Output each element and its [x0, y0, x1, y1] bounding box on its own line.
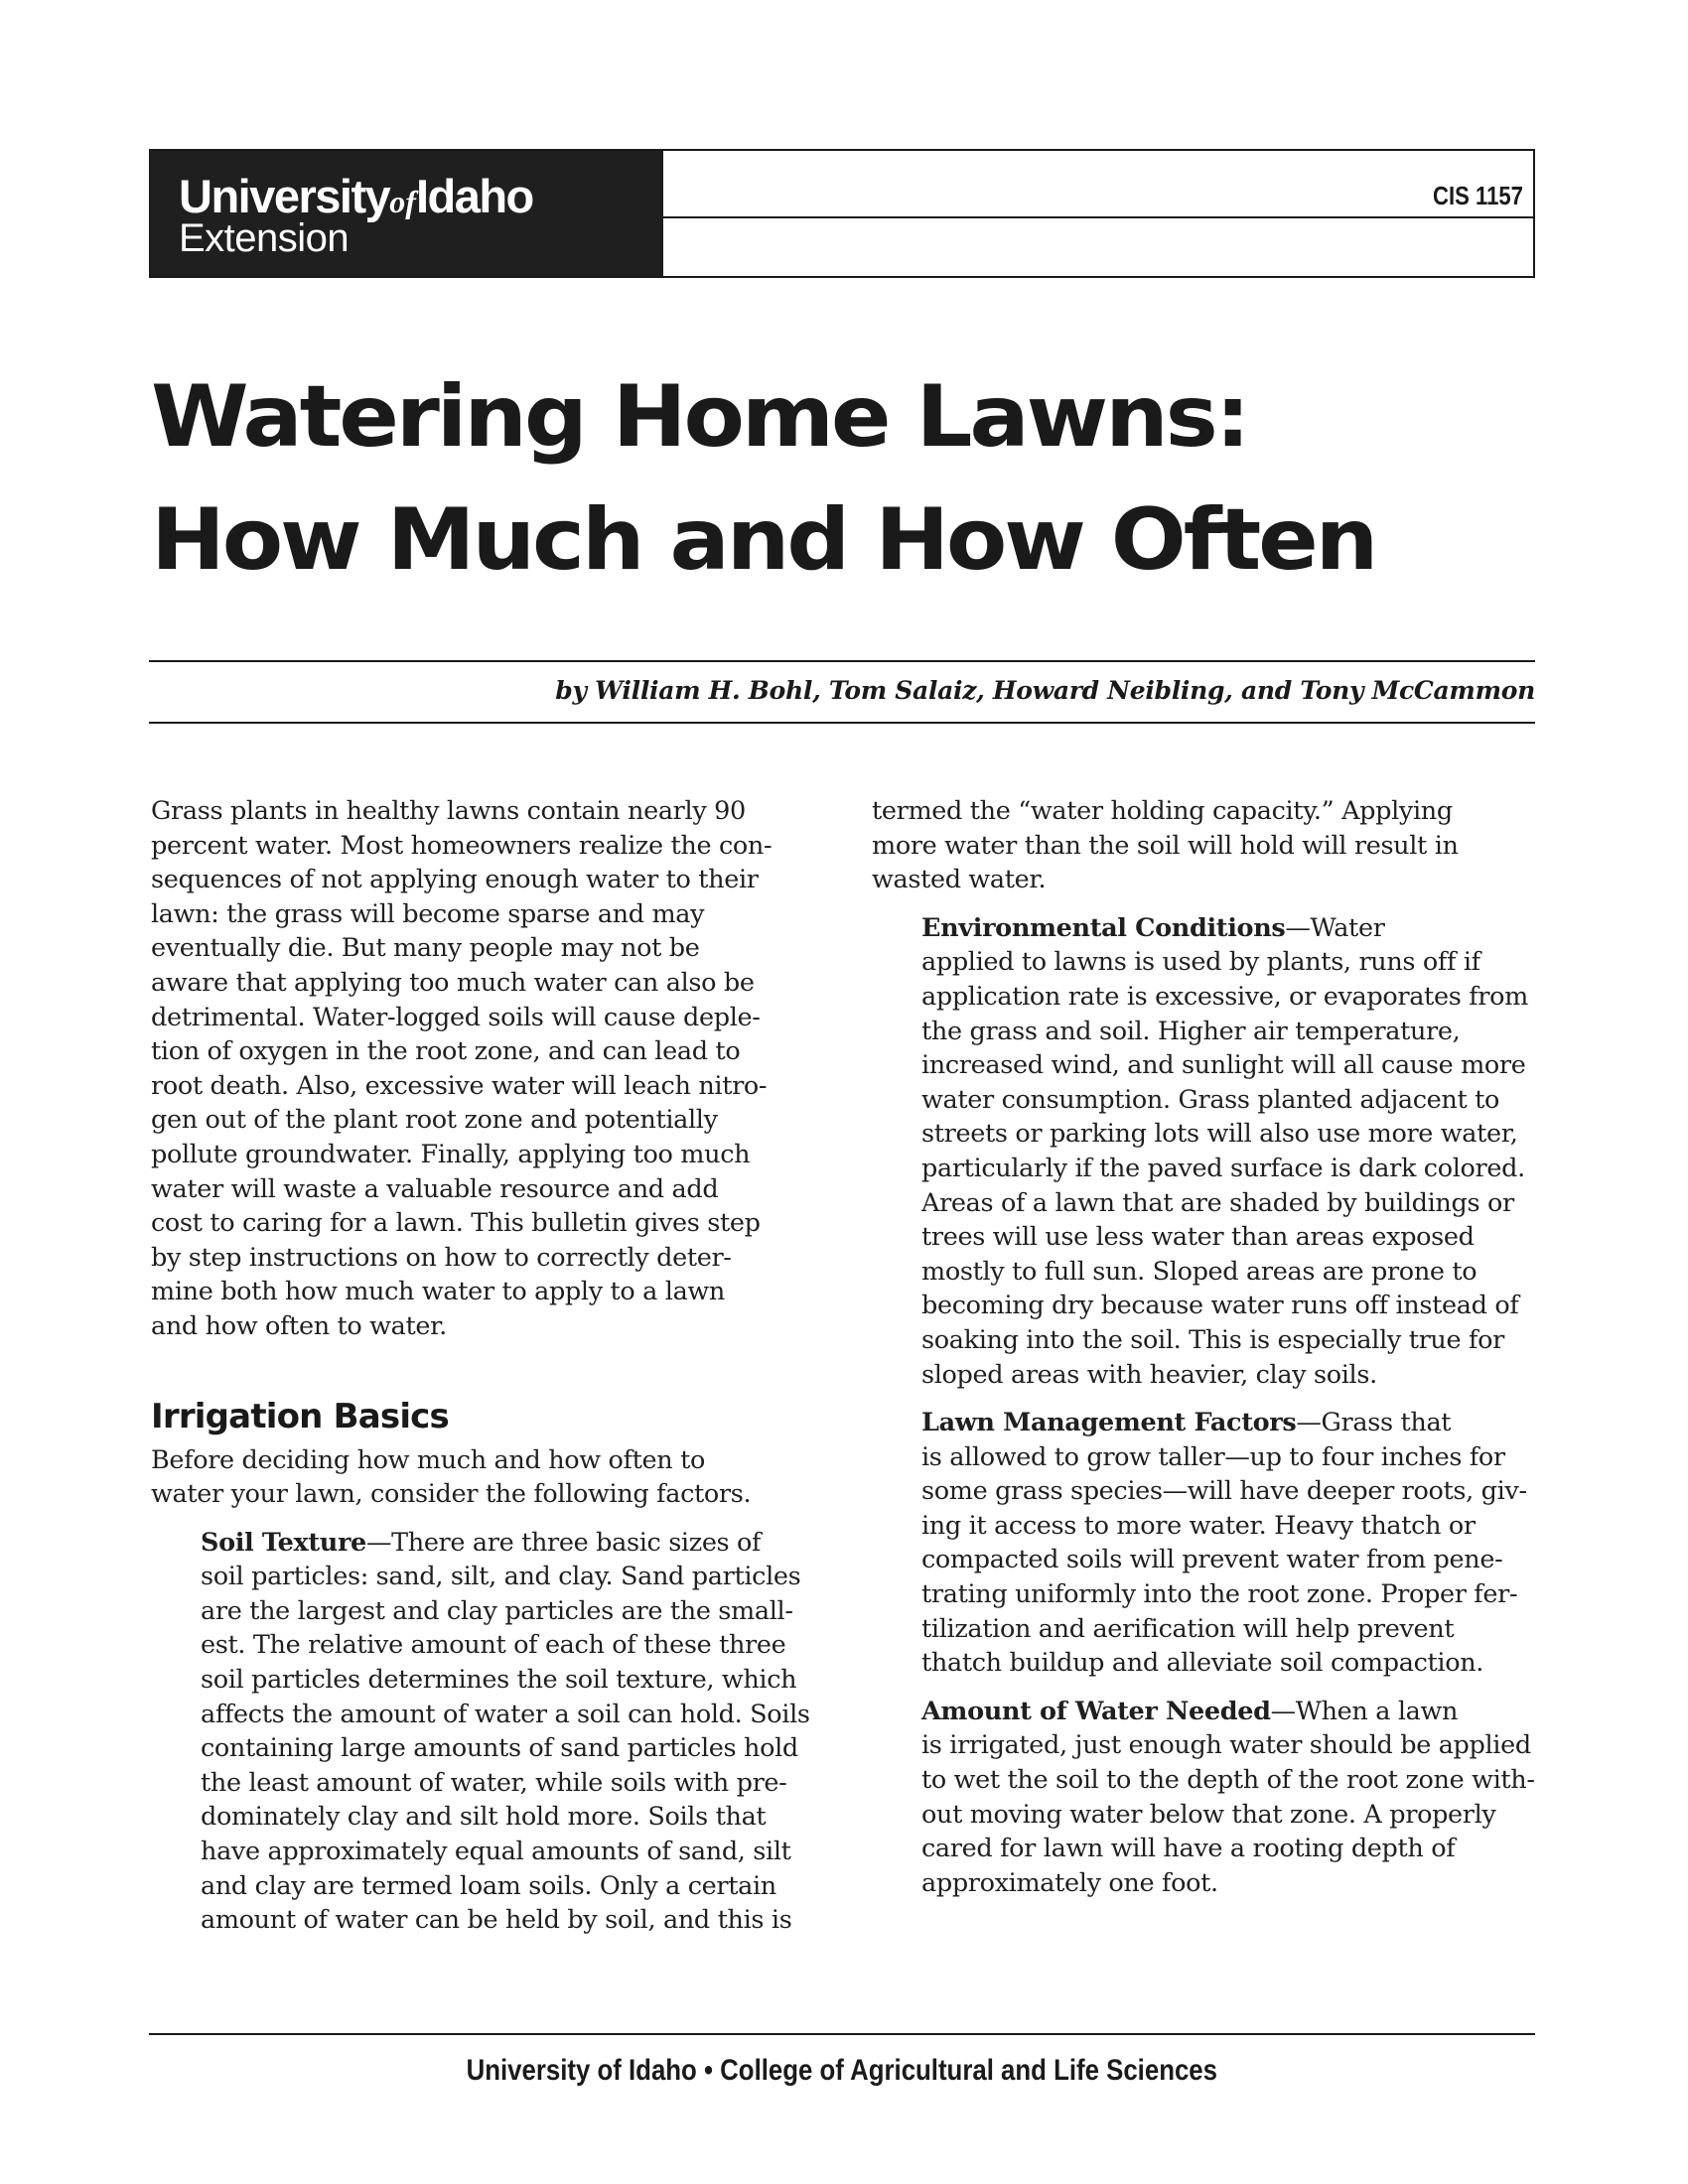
environmental-line: soaking into the soil. This is especially true for: [921, 1324, 1504, 1355]
intro-line: lawn: the grass will become sparse and may: [151, 898, 705, 929]
amount-of-water-runin: Amount of Water Needed: [921, 1696, 1271, 1726]
university-logo: [151, 151, 663, 276]
lawn-management-line: thatch buildup and alleviate soil compaction.: [921, 1648, 1484, 1679]
logo-wordmark: [179, 170, 533, 222]
byline-top-rule: [149, 660, 1535, 662]
header-divider: [663, 216, 1533, 218]
environmental-line: Areas of a lawn that are shaded by buildings or: [921, 1187, 1514, 1218]
logo-university: University: [179, 170, 390, 222]
amount-of-water-line: is irrigated, just enough water should be applied: [921, 1730, 1531, 1761]
header-band: [149, 149, 1535, 278]
soil-texture-line: have approximately equal amounts of sand, silt: [201, 1837, 791, 1867]
continued-line: wasted water.: [872, 865, 1047, 895]
lawn-management-line: some grass species—will have deeper roots, giv-: [921, 1476, 1527, 1507]
soil-texture-line: soil particles determines the soil texture, which: [201, 1665, 797, 1696]
environmental-line: sloped areas with heavier, clay soils.: [921, 1359, 1377, 1390]
continued-paragraph: [872, 794, 1537, 897]
intro-line: Grass plants in healthy lawns contain nearly 90: [151, 796, 746, 826]
soil-texture-line: containing large amounts of sand particles hold: [201, 1733, 798, 1764]
footer-text: University of Idaho • College of Agricultural and Life Sciences: [466, 2054, 1218, 2087]
intro-line: by step instructions on how to correctly deter-: [151, 1242, 732, 1273]
basics-line: Before deciding how much and how often to: [151, 1444, 705, 1475]
right-column: [872, 794, 1537, 1900]
basics-paragraph: [151, 1443, 816, 1512]
title-line-1: Watering Home Lawns:: [151, 367, 1248, 467]
left-column: [151, 794, 816, 1938]
soil-texture-line: dominately clay and silt hold more. Soils that: [201, 1802, 767, 1833]
environmental-line: the grass and soil. Higher air temperature,: [921, 1016, 1461, 1046]
footer-rule: [149, 2033, 1535, 2035]
lawn-management-line: compacted soils will prevent water from pene-: [921, 1545, 1503, 1575]
environmental-line: becoming dry because water runs off instead of: [921, 1291, 1519, 1321]
soil-texture-line: amount of water can be held by soil, and this is: [201, 1905, 792, 1936]
soil-texture-line: are the largest and clay particles are the small-: [201, 1595, 793, 1626]
basics-line: water your lawn, consider the following factors.: [151, 1479, 752, 1510]
lawn-management-line: tilization and aerification will help prevent: [921, 1613, 1455, 1644]
intro-line: tion of oxygen in the root zone, and can lead to: [151, 1036, 741, 1067]
continued-line: termed the “water holding capacity.” Applying: [872, 796, 1453, 826]
soil-texture-paragraph: [151, 1526, 816, 1938]
soil-texture-line: soil particles: sand, silt, and clay. Sand particles: [201, 1562, 801, 1592]
continued-line: more water than the soil will hold will result in: [872, 830, 1459, 861]
amount-of-water-paragraph: [872, 1695, 1537, 1901]
amount-of-water-first-line: —When a lawn: [1270, 1696, 1459, 1726]
environmental-line: application rate is excessive, or evaporates from: [921, 981, 1528, 1012]
lawn-management-line: trating uniformly into the root zone. Proper fer-: [921, 1579, 1518, 1610]
amount-of-water-line: cared for lawn will have a rooting depth of: [921, 1834, 1456, 1864]
intro-line: detrimental. Water-logged soils will cause deple-: [151, 1002, 761, 1032]
page-title: [151, 355, 1375, 602]
intro-line: aware that applying too much water can also be: [151, 967, 755, 998]
intro-paragraph: [151, 794, 816, 1344]
amount-of-water-line: to wet the soil to the depth of the root zone with-: [921, 1765, 1535, 1796]
lawn-management-line: is allowed to grow taller—up to four inches for: [921, 1441, 1505, 1472]
soil-texture-line: and clay are termed loam soils. Only a certain: [201, 1870, 776, 1901]
byline: by William H. Bohl, Tom Salaiz, Howard Neibling, and Tony McCammon: [555, 676, 1535, 705]
environmental-conditions-runin: Environmental Conditions: [921, 912, 1286, 943]
soil-texture-first-line: —There are three basic sizes of: [365, 1527, 762, 1558]
environmental-first-line: —Water: [1285, 912, 1385, 943]
amount-of-water-line: out moving water below that zone. A properly: [921, 1799, 1496, 1830]
environmental-line: increased wind, and sunlight will all cause more: [921, 1050, 1526, 1081]
lawn-management-first-line: —Grass that: [1296, 1408, 1452, 1438]
intro-line: sequences of not applying enough water to their: [151, 865, 759, 895]
title-line-2: How Much and How Often: [151, 490, 1376, 590]
environmental-line: streets or parking lots will also use more water,: [921, 1119, 1518, 1150]
intro-line: water will waste a valuable resource and add: [151, 1173, 719, 1204]
soil-texture-line: the least amount of water, while soils with pre-: [201, 1767, 787, 1798]
logo-extension: Extension: [179, 216, 350, 260]
intro-line: percent water. Most homeowners realize the con-: [151, 830, 773, 861]
soil-texture-line: affects the amount of water a soil can hold. Soils: [201, 1699, 810, 1729]
environmental-line: mostly to full sun. Sloped areas are prone to: [921, 1256, 1477, 1287]
intro-line: mine both how much water to apply to a lawn: [151, 1277, 725, 1307]
environmental-line: trees will use less water than areas exposed: [921, 1222, 1475, 1253]
lawn-management-line: ing it access to more water. Heavy thatch or: [921, 1510, 1476, 1541]
intro-line: gen out of the plant root zone and potentially: [151, 1105, 718, 1136]
intro-line: cost to caring for a lawn. This bulletin gives step: [151, 1208, 761, 1239]
intro-line: pollute groundwater. Finally, applying too much: [151, 1139, 751, 1169]
environmental-line: applied to lawns is used by plants, runs off if: [921, 947, 1480, 978]
byline-bottom-rule: [149, 722, 1535, 724]
soil-texture-line: est. The relative amount of each of these three: [201, 1630, 786, 1661]
soil-texture-runin: Soil Texture: [201, 1527, 366, 1558]
intro-line: root death. Also, excessive water will leach nitro-: [151, 1070, 768, 1101]
section-heading-irrigation-basics: Irrigation Basics: [151, 1396, 449, 1436]
footer: [149, 2053, 1535, 2089]
environmental-line: water consumption. Grass planted adjacent to: [921, 1084, 1500, 1115]
intro-line: and how often to water.: [151, 1310, 447, 1341]
environmental-conditions-paragraph: [872, 911, 1537, 1392]
logo-idaho: Idaho: [415, 170, 533, 222]
logo-of: of: [389, 184, 416, 219]
environmental-line: particularly if the paved surface is dark colored.: [921, 1153, 1525, 1183]
document-code: CIS 1157: [1433, 181, 1523, 210]
lawn-management-runin: Lawn Management Factors: [921, 1408, 1297, 1438]
amount-of-water-line: approximately one foot.: [921, 1867, 1218, 1898]
intro-line: eventually die. But many people may not be: [151, 933, 700, 964]
lawn-management-paragraph: [872, 1406, 1537, 1681]
